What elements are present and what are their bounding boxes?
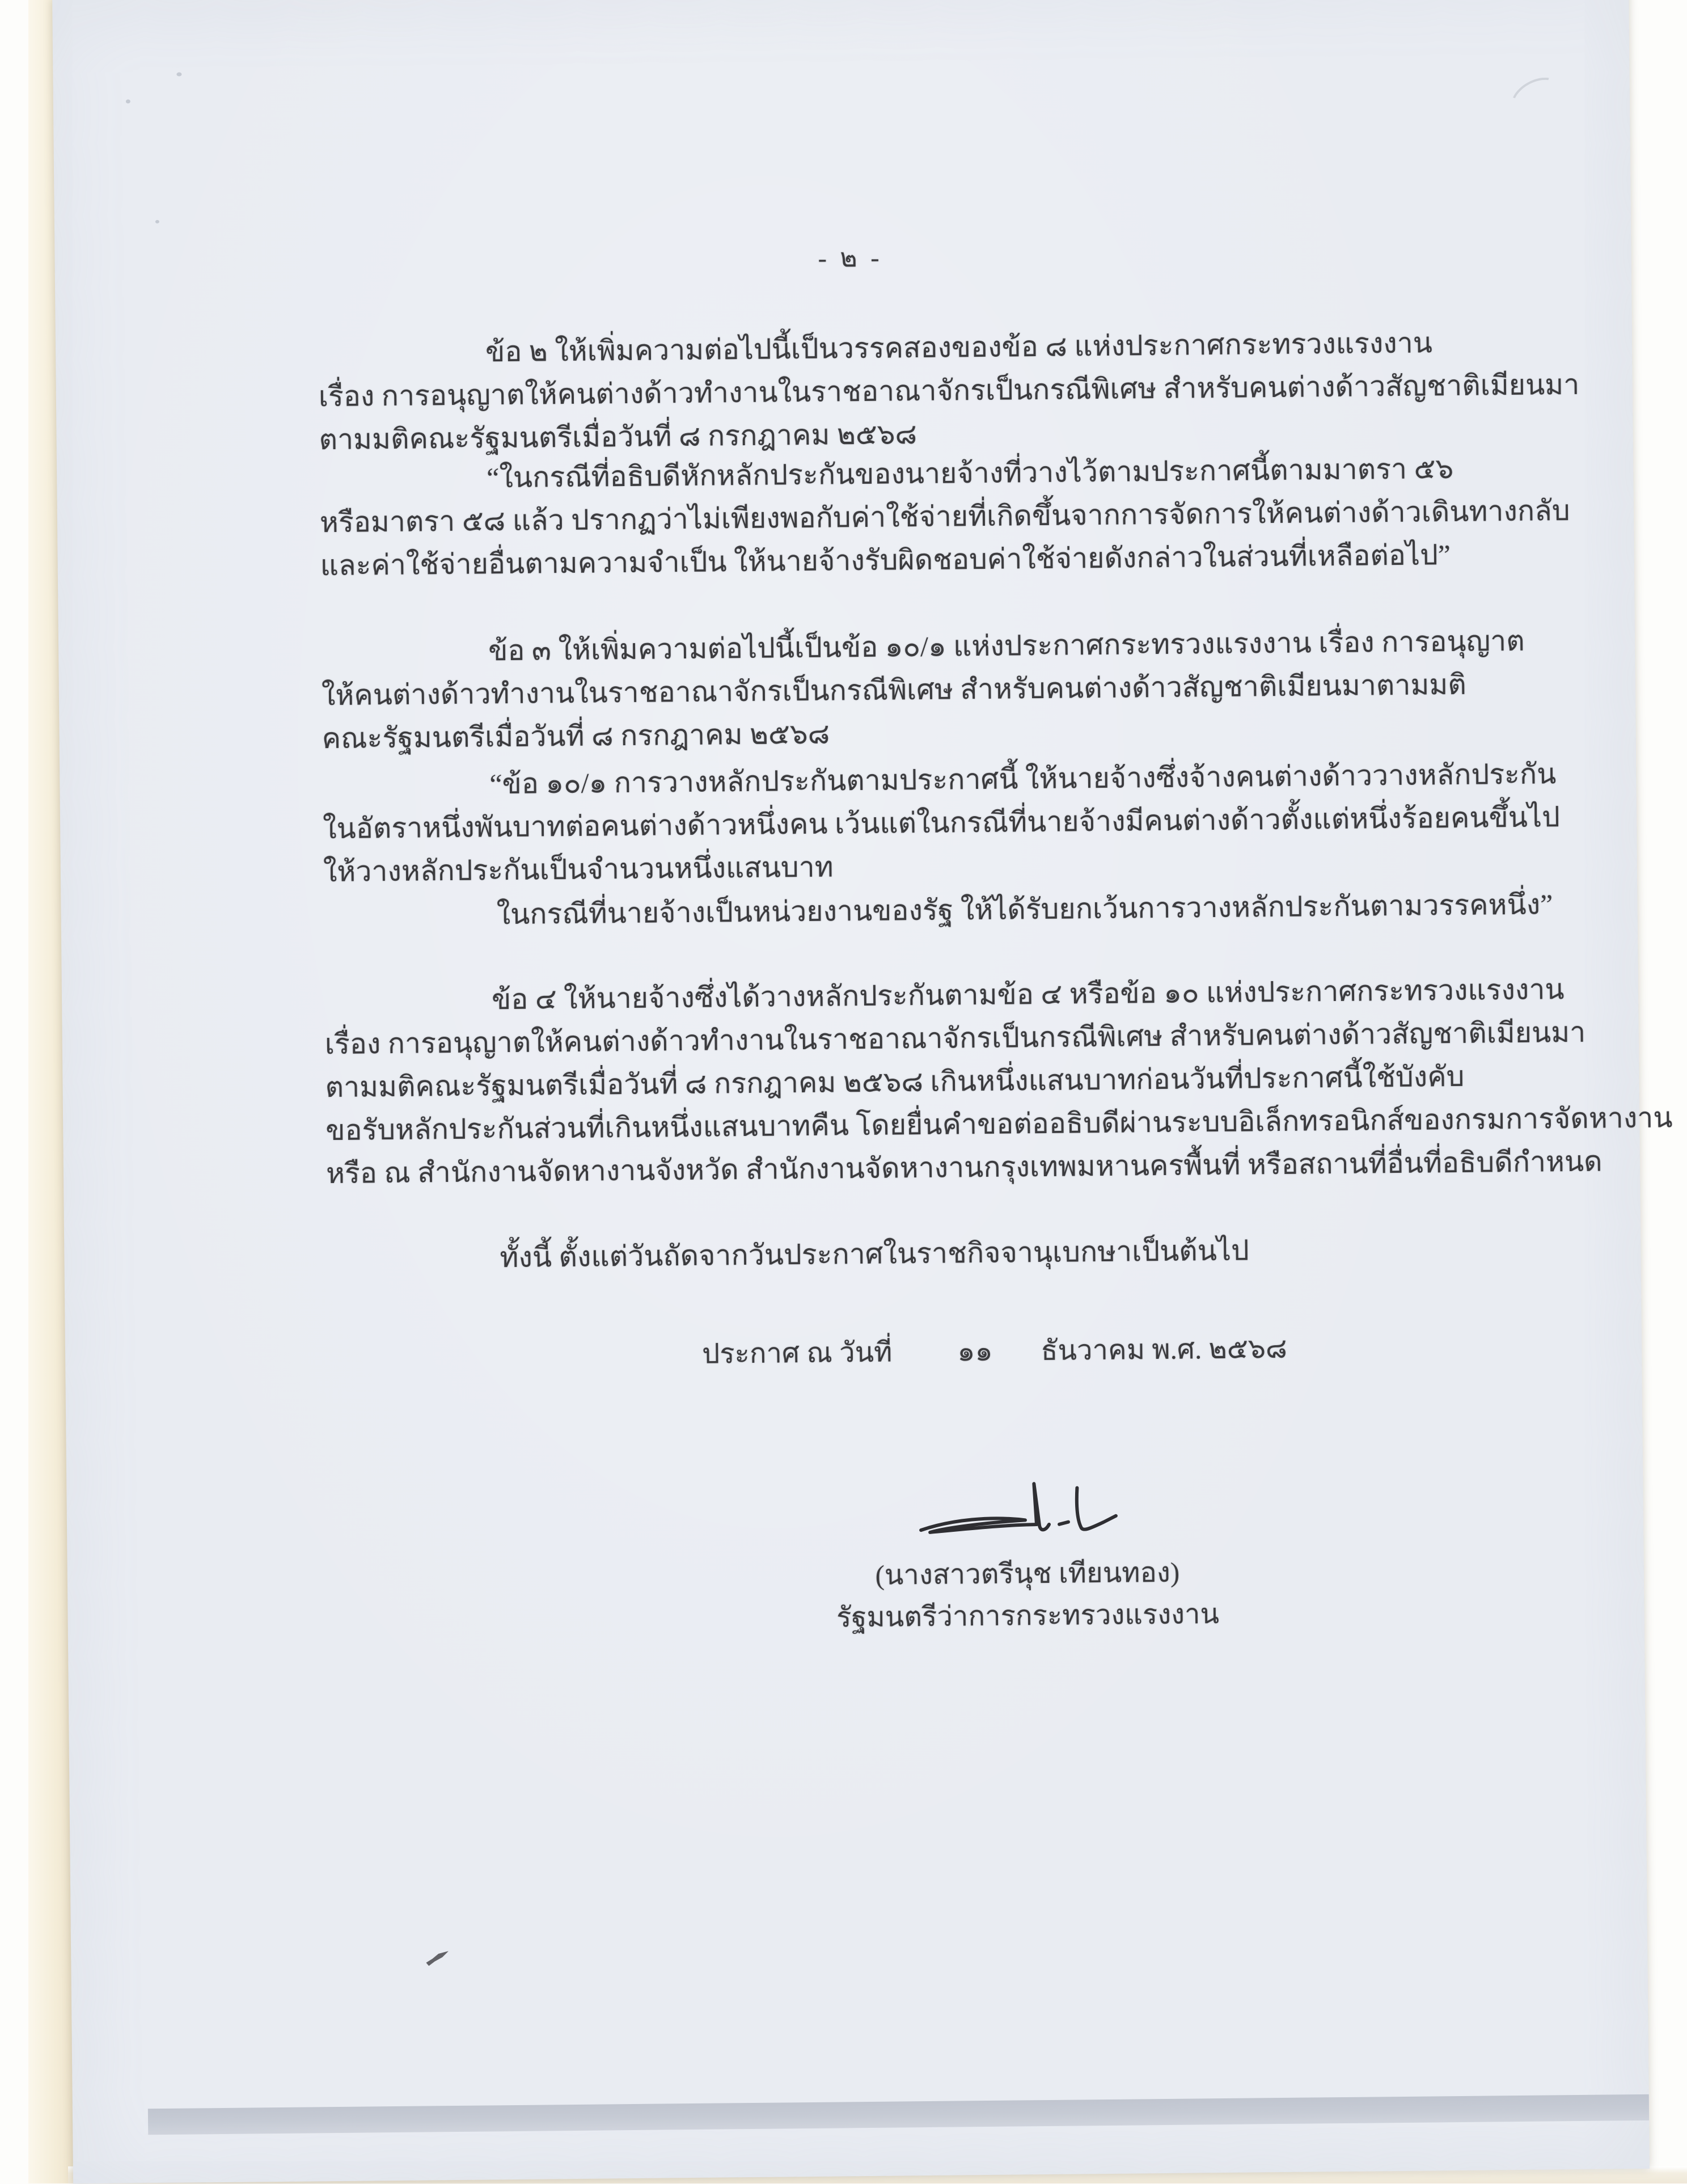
paper-speck [155, 220, 159, 223]
pen-smudge-mark [426, 1951, 449, 1966]
paper-speck [126, 99, 130, 103]
page-number: - ๒ - [818, 243, 883, 273]
paragraph-line: หรือ ณ สำนักงานจัดหางานจังหวัด สำนักงานจัดหางานกรุงเทพมหานครพื้นที่ หรือสถานที่อื่นที่อธิบดีกำหนด [325, 1145, 1603, 1190]
paragraph-line: คณะรัฐมนตรีเมื่อวันที่ ๘ กรกฎาคม ๒๕๖๘ [322, 717, 830, 755]
paragraph-line: เรื่อง การอนุญาตให้คนต่างด้าวทำงานในราชอาณาจักรเป็นกรณีพิเศษ สำหรับคนต่างด้าวสัญชาติเมียนมา [324, 1016, 1586, 1061]
proclamation-day: ๑๑ [957, 1335, 993, 1367]
paragraph-line: ในอัตราหนึ่งพันบาทต่อคนต่างด้าวหนึ่งคน เว้นแต่ในกรณีที่นายจ้างมีคนต่างด้าวตั้งแต่หนึ่งร้อยคนขึ้นไป [322, 801, 1561, 845]
paragraph-line: ข้อ ๔ ให้นายจ้างซึ่งได้วางหลักประกันตามข้อ ๔ หรือข้อ ๑๐ แห่งประกาศกระทรวงแรงงาน [491, 973, 1565, 1016]
paragraph-line: ให้วางหลักประกันเป็นจำนวนหนึ่งแสนบาท [323, 851, 834, 888]
signatory-name: (นางสาวตรีนุช เทียนทอง) [875, 1556, 1180, 1591]
paragraph-line: ข้อ ๓ ให้เพิ่มความต่อไปนี้เป็นข้อ ๑๐/๑ แห่งประกาศกระทรวงแรงงาน เรื่อง การอนุญาต [488, 624, 1525, 667]
proclamation-prefix: ประกาศ ณ วันที่ [701, 1336, 893, 1370]
paragraph-line: “ในกรณีที่อธิบดีหักหลักประกันของนายจ้างที่วางไว้ตามประกาศนี้ตามมาตรา ๕๖ [486, 453, 1454, 494]
paragraph-line: หรือมาตรา ๕๘ แล้ว ปรากฏว่าไม่เพียงพอกับค่าใช้จ่ายที่เกิดขึ้นจากการจัดการให้คนต่างด้าวเดินทางกลับ [319, 495, 1570, 539]
scan-shadow-band [148, 2094, 1649, 2135]
proclamation-month-year: ธันวาคม พ.ศ. ๒๕๖๘ [1041, 1332, 1288, 1367]
faint-pencil-mark [1504, 70, 1567, 125]
paragraph-line: ให้คนต่างด้าวทำงานในราชอาณาจักรเป็นกรณีพิเศษ สำหรับคนต่างด้าวสัญชาติเมียนมาตามมติ [321, 668, 1467, 712]
paragraph-quoted-provision-closing: ในกรณีที่นายจ้างเป็นหน่วยงานของรัฐ ให้ได้รับยกเว้นการวางหลักประกันตามวรรคหนึ่ง” [496, 888, 1553, 931]
effective-date-clause: ทั้งนี้ ตั้งแต่วันถัดจากวันประกาศในราชกิจจานุเบกษาเป็นต้นไป [500, 1234, 1250, 1274]
paragraph-clause-4 [324, 969, 1673, 1195]
handwritten-signature-icon [916, 1476, 1132, 1544]
paragraph-line: ตามมติคณะรัฐมนตรีเมื่อวันที่ ๘ กรกฎาคม ๒๕๖๘ [319, 418, 918, 456]
paragraph-clause-3 [321, 620, 1525, 760]
paper-speck [176, 73, 181, 77]
signatory-title: รัฐมนตรีว่าการกระทรวงแรงงาน [836, 1598, 1220, 1633]
paragraph-clause-2 [318, 322, 1580, 461]
proclamation-date-line [702, 1329, 1287, 1374]
paragraph-line: ตามมติคณะรัฐมนตรีเมื่อวันที่ ๘ กรกฎาคม ๒๕๖๘ เกินหนึ่งแสนบาทก่อนวันที่ประกาศนี้ใช้บังคับ [325, 1060, 1465, 1104]
paragraph-quoted-provision-2 [319, 447, 1570, 587]
paragraph-line: ข้อ ๒ ให้เพิ่มความต่อไปนี้เป็นวรรคสองของข้อ ๘ แห่งประกาศกระทรวงแรงงาน [485, 327, 1433, 368]
document-page [52, 0, 1673, 2184]
paragraph-quoted-provision-10-1 [322, 754, 1561, 893]
paragraph-line: “ข้อ ๑๐/๑ การวางหลักประกันตามประกาศนี้ ให้นายจ้างซึ่งจ้างคนต่างด้าววางหลักประกัน [489, 758, 1557, 800]
signatory-block [826, 1551, 1229, 1639]
paragraph-line: เรื่อง การอนุญาตให้คนต่างด้าวทำงานในราชอาณาจักรเป็นกรณีพิเศษ สำหรับคนต่างด้าวสัญชาติเมียนมา [318, 368, 1580, 413]
paragraph-line: และค่าใช้จ่ายอื่นตามความจำเป็น ให้นายจ้างรับผิดชอบค่าใช้จ่ายดังกล่าวในส่วนที่เหลือต่อไป” [320, 539, 1451, 582]
paragraph-line: ขอรับหลักประกันส่วนที่เกินหนึ่งแสนบาทคืน โดยยื่นคำขอต่ออธิบดีผ่านระบบอิเล็กทรอนิกส์ของกรมการจัดหางาน [325, 1101, 1673, 1147]
